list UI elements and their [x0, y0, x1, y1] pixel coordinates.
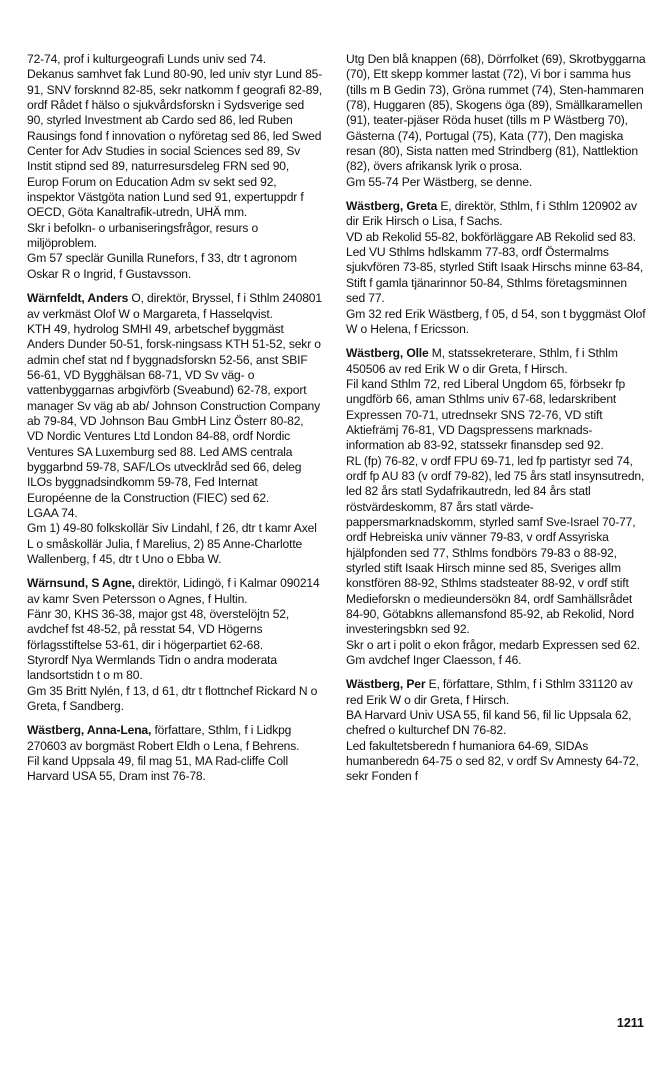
entry-intro: E, författare, Sthlm, f i Sthlm 331120 av red Erik W o dir Greta, f Hirsch. — [346, 677, 633, 707]
left-column — [27, 52, 323, 794]
entry-paragraph: RL (fp) 76-82, v ordf FPU 69-71, led fp partistyr sed 74, ordf fp AU 83 (v ordf 79-82), led 75 års statl insynsutredn, led 82 års statl Sydafrikautredn, led 84 års statl röstvärdeskomm, 87 års statl värde-pappersmarknadskomm, styrled samf Sve-Israel 70-77, ordf Hebreiska univ vänner 79-83, v ordf Assyriska hjälpfonden sed 77, Sthlms fondbörs 79-83 o 88-92, styrled stift Isaak Hirsch minne sed 85, Sveriges allm konstfören 88-92, Sthlms stadsteater 88-92, v ordf stift Medieforskn o medieundersökn 84, ordf Samhällsrådet 84-90, Götabkns allemansfond 85-92, ab Rekolid, Nord investeringsbkn sed 92. — [346, 453, 645, 637]
entry-paragraph: Dekanus samhvet fak Lund 80-90, led univ styr Lund 85-91, SNV forsknnd 82-85, sekr natkomm f geografi 82-89, ordf Rådet f hälso o sjukvårdsforskn i Sydsverige sed 90, styrled Investment ab Cardo sed 86, led Ruben Rausings fond f innovation o nyföretag sed 86, led Swed Center for Adv Studies in social Sciences sed 89, Sv Instit stipnd sed 89, naturresursdeleg FRN sed 90, Europ Forum on Education Adm sv sekt sed 92, inspektor Västgöta nation Lund sed 91, expertuppdr f OECD, Göta Kanaltrafik-utredn, UHÄ mm. — [27, 67, 323, 220]
entry-intro: författare, Sthlm, f i Lidkpg 270603 av borgmäst Robert Eldh o Lena, f Behrens. — [27, 723, 300, 753]
entry-paragraph: Gm 35 Britt Nylén, f 13, d 61, dtr t flottnchef Rickard N o Greta, f Sandberg. — [27, 683, 318, 714]
biography-entry — [346, 346, 646, 668]
entry-paragraph: VD ab Rekolid 55-82, bokförläggare AB Rekolid sed 83. — [346, 229, 636, 244]
entry-paragraph: 72-74, prof i kulturgeografi Lunds univ sed 74. — [27, 52, 267, 66]
entry-paragraph: Gm 55-74 Per Wästberg, se denne. — [346, 174, 533, 189]
entry-paragraph: Gm 32 red Erik Wästberg, f 05, d 54, son t byggmäst Olof W o Helena, f Ericsson. — [346, 306, 646, 336]
entry-paragraph: Utg Den blå knappen (68), Dörrfolket (69), Skrotbyggarna (70), Ett skepp kommer lastat (72), Vi bor i samma hus (tills m B Gedin 73), Gröna rummet (74), Sten-hammaren (78), Huggaren (85), Skogens öga (89), Smällkaramellen (91), teater-pjäser Röda huset (tills m P Wästberg 70), Gästerna (74), Portugal (75), Kata (77), Den magiska resan (80), Sista natten med Strindberg (81), Nattlektion (82), övers afrikansk lyrik o prosa. — [346, 52, 646, 174]
biography-entry — [346, 52, 646, 190]
biography-entry — [346, 199, 646, 337]
entry-paragraph: KTH 49, hydrolog SMHI 49, arbetschef byggmäst Anders Dunder 50-51, forsk-ningsass KTH 51-52, sekr o admin chef stat nd f byggnadsforskn 52-56, anst SBIF 56-61, VD Bygghälsan 68-71, VD Sv väg- o vattenbyggarnas arbgivförb (Sveabund) 62-78, export manager Sv väg ab ab/ Johnson Construction Company ab 79-84, VD Johnson Bau GmbH Linz Österr 80-82, VD Nordic Ventures Ltd London 84-88, ordf Nordic Ventures SA Luxemburg sed 88. Led AMS centrala byggarbnd 59-78, SAF/LOs utvecklråd sed 66, deleg ILOs byggnadsindkomm 59-78, Fed Internat Européenne de la Construction (FIEC) sed 62. — [27, 321, 321, 505]
biography-entry — [346, 677, 646, 784]
biography-entry — [27, 52, 323, 282]
biography-entry — [27, 291, 323, 567]
entry-name: Wärnfeldt, Anders — [27, 291, 129, 306]
entry-paragraph: Skr o art i polit o ekon frågor, medarb Expressen sed 62. — [346, 637, 640, 652]
entry-intro: M, statssekreterare, Sthlm, f i Sthlm 450506 av red Erik W o dir Greta, f Hirsch. — [346, 346, 618, 376]
right-column — [346, 52, 646, 794]
entry-header — [27, 723, 323, 754]
entry-name: Wästberg, Greta — [346, 199, 438, 214]
entry-paragraph: LGAA 74. — [27, 505, 78, 520]
entry-intro: O, direktör, Bryssel, f i Sthlm 240801 av verkmäst Olof W o Margareta, f Hasselqvist. — [27, 291, 322, 321]
entry-name: Wästberg, Anna-Lena, — [27, 723, 152, 738]
entry-header — [346, 199, 646, 230]
page-number: 1211 — [616, 1016, 644, 1030]
entry-paragraph: Led VU Sthlms hdlskamm 77-83, ordf Östermalms sjukvfören 73-85, styrled Stift Isaak Hirschs minne 63-84, Stift f gamla tjänarinnor 50-84, Sthlms företagsminnen sed 77. — [346, 245, 644, 306]
entry-header — [346, 677, 646, 708]
entry-paragraph: Gm avdchef Inger Claesson, f 46. — [346, 653, 522, 668]
biography-entry — [27, 576, 323, 714]
entry-name: Wärnsund, S Agne, — [27, 576, 135, 591]
entry-paragraph: BA Harvard Univ USA 55, fil kand 56, fil lic Uppsala 62, chefred o kulturchef DN 76-82. — [346, 708, 632, 738]
entry-paragraph: Fänr 30, KHS 36-38, major gst 48, överstelöjtn 52, avdchef fst 48-52, på resstat 54, VD Högerns förlagsstiftelse 53-61, dir i högerpartiet 62-68. — [27, 607, 290, 652]
entry-paragraph: Fil kand Uppsala 49, fil mag 51, MA Rad-cliffe Coll Harvard USA 55, Dram inst 76-78. — [27, 754, 288, 784]
entry-paragraph: Gm 57 speclär Gunilla Runefors, f 33, dtr t agronom Oskar R o Ingrid, f Gustavsson. — [27, 251, 297, 281]
entry-paragraph: Gm 1) 49-80 folkskollär Siv Lindahl, f 26, dtr t kamr Axel L o småskollär Julia, f Marelius, 2) 85 Anne-Charlotte Wallenberg, f 45, dtr t Uno o Ebba W. — [27, 521, 317, 566]
entry-paragraph: Styrordf Nya Wermlands Tidn o andra moderata landsortstidn t o m 80. — [27, 653, 277, 683]
entry-header — [27, 576, 323, 607]
entry-name: Wästberg, Per — [346, 677, 426, 692]
biography-entry — [27, 723, 323, 784]
entry-paragraph: Led fakultetsberedn f humaniora 64-69, SIDAs humanberedn 64-75 o sed 82, v ordf Sv Amnesty 64-72, sekr Fonden f — [346, 738, 639, 784]
entry-intro: direktör, Lidingö, f i Kalmar 090214 av kamr Sven Petersson o Agnes, f Hultin. — [27, 576, 320, 606]
entry-paragraph: Skr i befolkn- o urbaniseringsfrågor, resurs o miljöproblem. — [27, 220, 259, 251]
entry-name: Wästberg, Olle — [346, 346, 429, 361]
entry-paragraph: Fil kand Sthlm 72, red Liberal Ungdom 65, förbsekr fp ungdförb 66, aman Sthlms univ 67-68, ledarskribent Expressen 70-71, utrednsekr SNS 72-76, VD stift Aktiefrämj 76-81, VD Dagspressens marknads-information ab 83-92, statssekr finansdep sed 92. — [346, 376, 626, 453]
entry-header — [346, 346, 646, 377]
entry-intro: E, direktör, Sthlm, f i Sthlm 120902 av dir Erik Hirsch o Lisa, f Sachs. — [346, 199, 637, 229]
entry-header — [27, 291, 323, 322]
